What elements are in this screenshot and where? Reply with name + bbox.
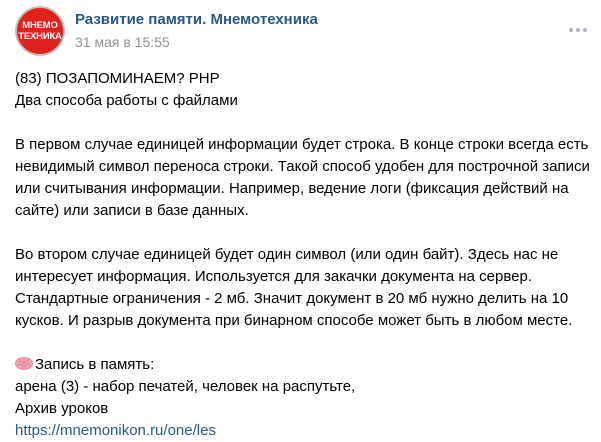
memory-heading-row xyxy=(15,354,590,376)
more-options-icon[interactable] xyxy=(569,28,587,32)
post-header xyxy=(15,6,601,54)
avatar-text-line-2: ТЕХНИКА xyxy=(18,31,62,42)
paragraph-1-line: В первом случае единицей информации будет строка. В конце строки всегда есть xyxy=(15,136,589,153)
post-title-line-2: Два способа работы с файлами xyxy=(15,92,238,109)
paragraph-1-line: или считывания информации. Например, ведение логи (фиксация действий на xyxy=(15,180,569,197)
brain-icon xyxy=(15,357,33,370)
avatar[interactable] xyxy=(15,6,65,56)
author-name[interactable]: Развитие памяти. Мнемотехника xyxy=(75,11,318,28)
archive-label: Архив уроков xyxy=(15,400,109,417)
post-date[interactable]: 31 мая в 15:55 xyxy=(75,34,170,50)
paragraph-2-line: Стандартные ограничения - 2 мб. Значит документ в 20 мб нужно делить на 10 xyxy=(15,290,569,307)
paragraph-2-line: интересует информация. Используется для закачки документа на сервер. xyxy=(15,268,533,285)
post-title-line-1: (83) ПОЗАПОМИНАЕМ? PHP xyxy=(15,70,220,87)
paragraph-2-line: кусков. И разрыв документа при бинарном способе может быть в любом месте. xyxy=(15,312,573,329)
avatar-text-line-1: МНЕМО xyxy=(22,20,58,31)
archive-link[interactable]: https://mnemonikon.ru/one/les xyxy=(15,422,216,439)
paragraph-1-line: сайте) или записи в базе данных. xyxy=(15,202,249,219)
memory-line: арена (3) - набор печатей, человек на распутьте, xyxy=(15,378,356,395)
post-text xyxy=(15,68,590,442)
memory-heading: Запись в память: xyxy=(35,356,155,373)
paragraph-2-line: Во втором случае единицей будет один символ (или один байт). Здесь нас не xyxy=(15,246,559,263)
paragraph-1-line: невидимый символ переноса строки. Такой способ удобен для построчной записи xyxy=(15,158,590,175)
